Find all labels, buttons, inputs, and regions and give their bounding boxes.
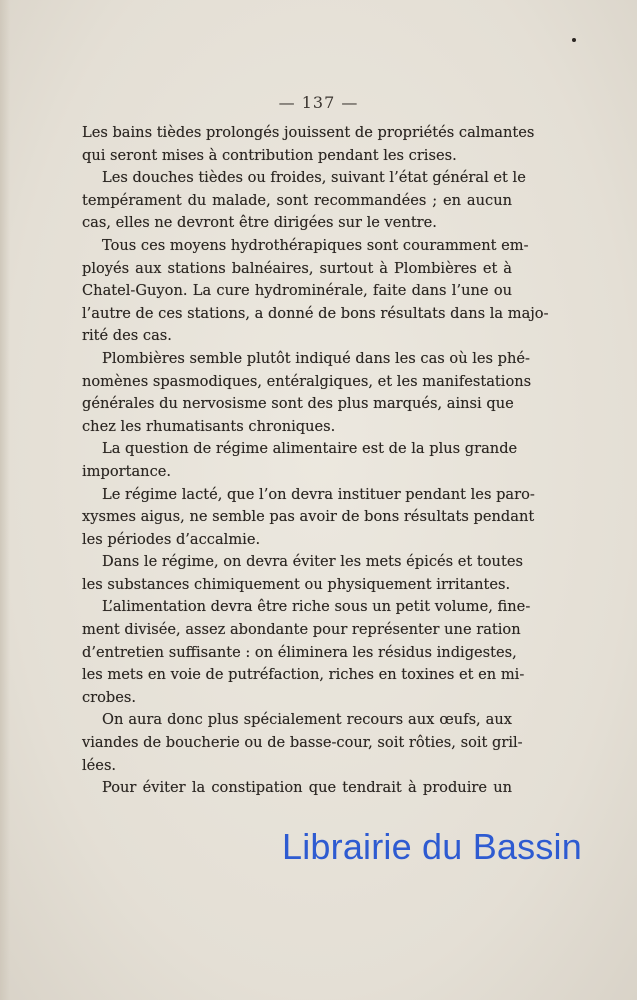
text-line: les périodes d’accalmie.: [82, 530, 261, 548]
watermark-logo: Librairie du Bassin: [282, 826, 582, 867]
text-line: lées.: [82, 756, 117, 774]
text-line: importance.: [82, 462, 172, 480]
page-number: — 137 —: [278, 93, 359, 112]
text-line: Le régime lacté, que l’on devra instituer pendant les paro-: [102, 485, 535, 503]
text-line: ment divisée, assez abondante pour représenter une ration: [82, 621, 521, 639]
text-line: rité des cas.: [82, 327, 172, 345]
text-line: qui seront mises à contribution pendant les crises.: [82, 146, 457, 164]
text-line: viandes de boucherie ou de basse-cour, soit rôties, soit gril-: [82, 734, 523, 752]
text-line: crobes.: [82, 688, 137, 706]
text-line: Pour éviter la constipation que tendrait à produire un: [102, 779, 512, 797]
text-line: l’autre de ces stations, a donné de bons résultats dans la majo-: [82, 304, 549, 322]
text-line: les mets en voie de putréfaction, riches en toxines et en mi-: [82, 666, 525, 684]
text-line: Les douches tièdes ou froides, suivant l’état général et le: [102, 169, 526, 187]
text-line: Les bains tièdes prolongés jouissent de propriétés calmantes: [82, 124, 535, 141]
text-line: chez les rhumatisants chroniques.: [82, 417, 336, 435]
text-line: générales du nervosisme sont des plus marqués, ainsi que: [82, 395, 514, 413]
text-line: Plombières semble plutôt indiqué dans les cas où les phé-: [102, 349, 530, 367]
text-line: ployés aux stations balnéaires, surtout à Plombières et à: [82, 259, 512, 277]
text-line: nomènes spasmodiques, entéralgiques, et les manifestations: [82, 372, 532, 390]
ink-speck: [572, 38, 576, 42]
text-line: tempérament du malade, sont recommandées ; en aucun: [82, 191, 512, 209]
text-line: xysmes aigus, ne semble pas avoir de bons résultats pendant: [82, 508, 535, 526]
text-line: Tous ces moyens hydrothérapiques sont couramment em-: [102, 236, 529, 254]
text-line: les substances chimiquement ou physiquement irritantes.: [82, 575, 511, 593]
text-line: Chatel-Guyon. La cure hydrominérale, faite dans l’une ou: [82, 282, 512, 300]
text-line: Dans le régime, on devra éviter les mets épicés et toutes: [102, 553, 523, 571]
binding-shadow: [0, 0, 10, 1000]
text-line: L’alimentation devra être riche sous un petit volume, fine-: [102, 598, 531, 616]
text-line: cas, elles ne devront être dirigées sur le ventre.: [82, 214, 437, 232]
text-line: On aura donc plus spécialement recours aux œufs, aux: [102, 711, 512, 729]
text-line: d’entretien suffisante : on éliminera les résidus indigestes,: [82, 643, 517, 661]
body-text: [82, 122, 549, 800]
text-line: La question de régime alimentaire est de la plus grande: [102, 440, 518, 458]
